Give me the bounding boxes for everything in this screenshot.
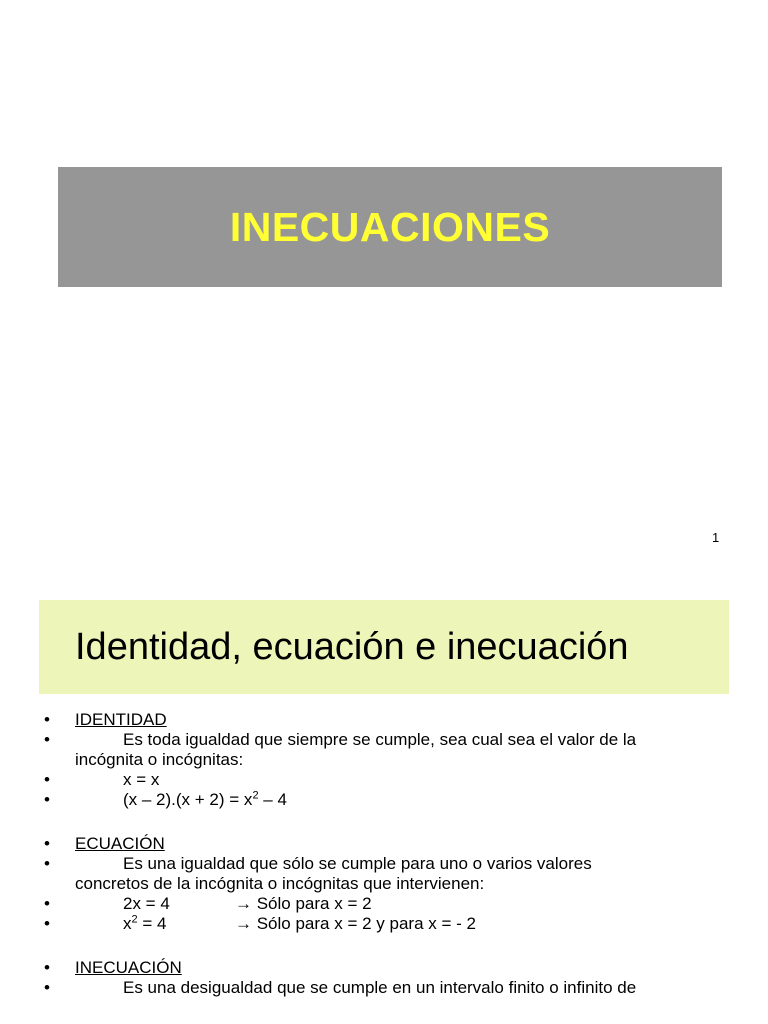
list-item <box>44 730 724 770</box>
bullet: • <box>44 790 50 809</box>
formula-exponent: 2 <box>131 913 138 926</box>
bullet: • <box>44 730 50 749</box>
identidad-example-1: x = x <box>123 770 160 789</box>
formula-part: (x – 2).(x + 2) = x <box>123 790 253 809</box>
inecuacion-description: Es una desigualdad que se cumple en un intervalo finito o infinito de <box>123 978 637 997</box>
bullet: • <box>44 894 50 913</box>
slide1-title-band <box>58 167 722 287</box>
bullet: • <box>44 978 50 997</box>
formula-right: → Sólo para x = 2 y para x = - 2 <box>235 914 476 933</box>
ecuacion-description: Es una igualdad que sólo se cumple para uno o varios valores <box>123 854 592 873</box>
slide2-title-band <box>39 600 729 694</box>
formula-left <box>123 914 235 934</box>
bullet: • <box>44 854 50 873</box>
identidad-example-2 <box>75 790 287 810</box>
identidad-description-cont: incógnita o incógnitas: <box>75 750 244 769</box>
ecuacion-example-2 <box>75 914 476 934</box>
list-item <box>44 790 724 810</box>
bullet: • <box>44 834 50 853</box>
formula-left: 2x = 4 <box>123 894 170 913</box>
bullet: • <box>44 958 50 977</box>
bullet: • <box>44 914 50 933</box>
formula-exponent: 2 <box>252 789 259 802</box>
ecuacion-heading: ECUACIÓN <box>75 834 165 853</box>
identidad-heading: IDENTIDAD <box>75 710 167 729</box>
bullet: • <box>44 770 50 789</box>
ecuacion-example-1 <box>75 894 372 914</box>
formula-part: – 4 <box>258 790 287 809</box>
inecuacion-heading: INECUACIÓN <box>75 958 182 977</box>
list-item <box>44 770 724 790</box>
ecuacion-description-cont: concretos de la incógnita o incógnitas que intervienen: <box>75 874 485 893</box>
slide1-title: INECUACIONES <box>229 203 551 250</box>
list-item <box>44 854 724 894</box>
slide2-title: Identidad, ecuación e inecuación <box>75 625 629 668</box>
list-item <box>44 710 724 730</box>
list-item <box>44 958 724 978</box>
list-item <box>44 894 724 914</box>
formula-right: → Sólo para x = 2 <box>235 894 372 913</box>
bullet: • <box>44 710 50 729</box>
slide2-content <box>44 710 724 998</box>
formula-part: = 4 <box>137 914 167 933</box>
list-item <box>44 834 724 854</box>
formula-part: x <box>123 914 132 933</box>
list-item <box>44 914 724 934</box>
identidad-description: Es toda igualdad que siempre se cumple, sea cual sea el valor de la <box>123 730 637 749</box>
list-item <box>44 978 724 998</box>
page-number: 1 <box>712 530 720 545</box>
